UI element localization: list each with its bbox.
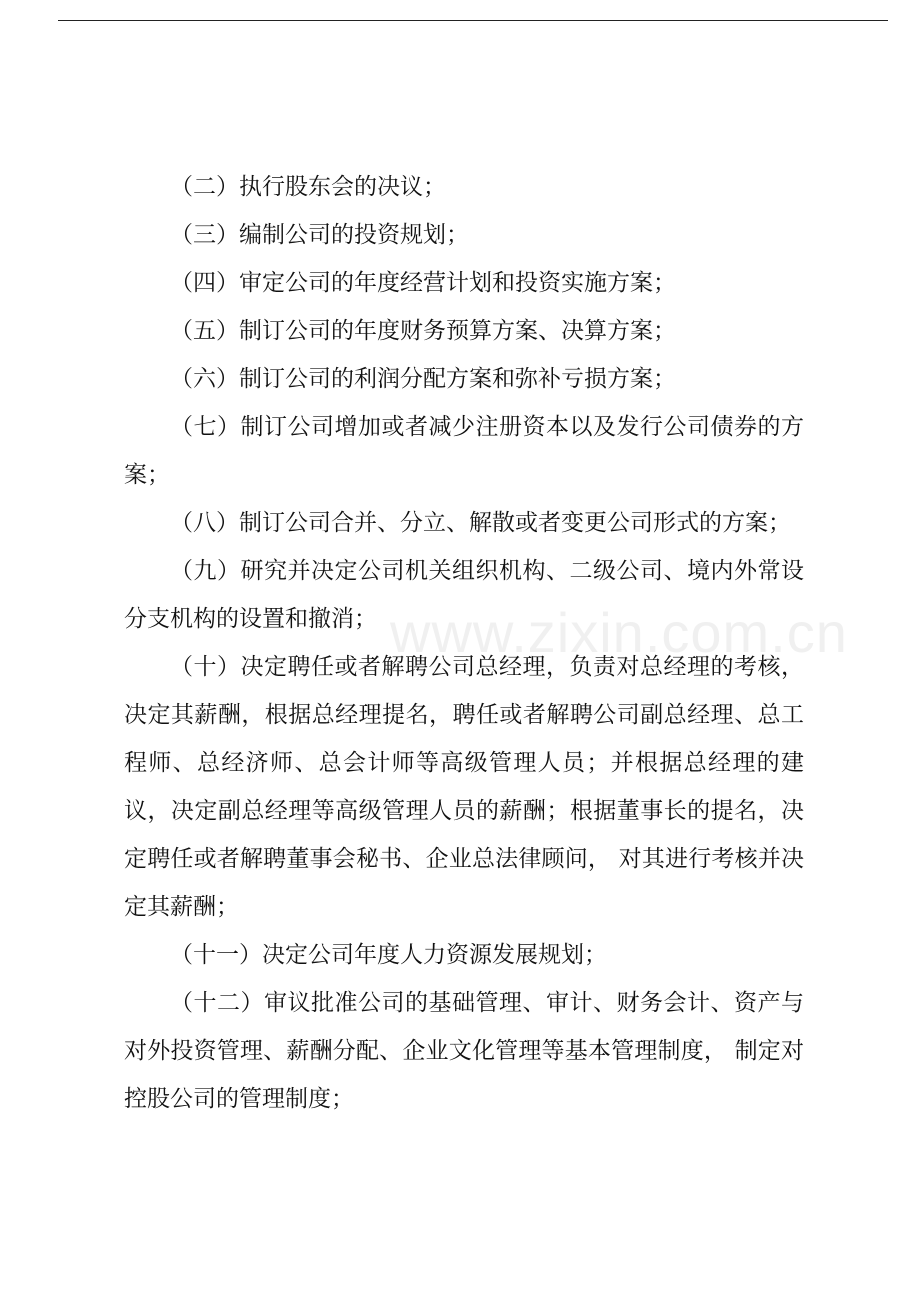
paragraph-item-12: （十二）审议批准公司的基础管理、审计、财务会计、资产与对外投资管理、薪酬分配、企业文化管理等基本管理制度， 制定对控股公司的管理制度； [124, 990, 804, 1112]
paragraph-item-8: （八）制订公司合并、分立、解散或者变更公司形式的方案； [170, 510, 791, 536]
paragraph-item-5: （五）制订公司的年度财务预算方案、决算方案； [170, 318, 676, 344]
paragraph-item-11: （十一）决定公司年度人力资源发展规划； [170, 942, 607, 968]
paragraph-item-9: （九）研究并决定公司机关组织机构、二级公司、境内外常设分支机构的设置和撤消； [124, 558, 804, 632]
watermark: www.zixin.com.cn [390, 601, 848, 664]
paragraph-item-4: （四）审定公司的年度经营计划和投资实施方案； [170, 270, 676, 296]
document-body [124, 163, 804, 1123]
paragraph-item-2: （二）执行股东会的决议； [170, 174, 446, 200]
paragraph-item-10: （十）决定聘任或者解聘公司总经理，负责对总经理的考核，决定其薪酬，根据总经理提名，聘任或者解聘公司副总经理、总工程师、总经济师、总会计师等高级管理人员；并根据总经理的建议，决定副总经理等高级管理人员的薪酬；根据董事长的提名，决定聘任或者解聘董事会秘书、企业总法律顾问， 对其进行考核并决定其薪酬； [124, 654, 804, 920]
paragraph-item-6: （六）制订公司的利润分配方案和弥补亏损方案； [170, 366, 676, 392]
paragraph-item-7: （七）制订公司增加或者减少注册资本以及发行公司债券的方案； [124, 414, 804, 488]
header-rule [58, 20, 888, 21]
paragraph-item-3: （三）编制公司的投资规划； [170, 222, 469, 248]
